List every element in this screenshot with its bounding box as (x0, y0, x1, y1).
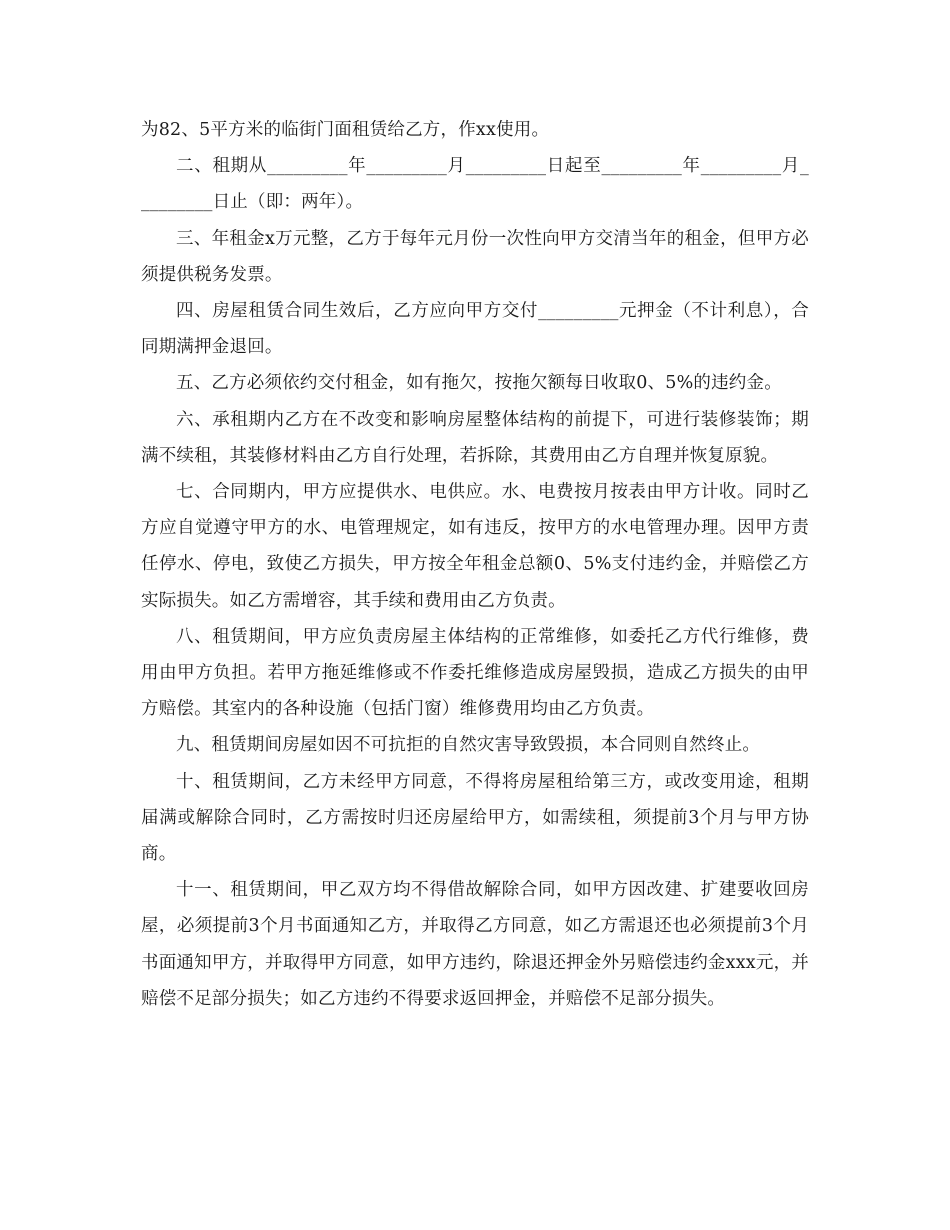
clause-6-renovation: 六、承租期内乙方在不改变和影响房屋整体结构的前提下，可进行装修装饰；期满不续租，其装修材料由乙方自行处理，若拆除，其费用由乙方自理并恢复原貌。 (141, 409, 809, 466)
clause-7-utilities: 七、合同期内，甲方应提供水、电供应。水、电费按月按表由甲方计收。同时乙方应自觉遵守甲方的水、电管理规定，如有违反，按甲方的水电管理办理。因甲方责任停水、停电，致使乙方损失，甲方按全年租金总额0、5%支付违约金，并赔偿乙方实际损失。如乙方需增容，其手续和费用由乙方负责。 (141, 482, 809, 611)
paragraph-continuation: 为82、5平方米的临街门面租赁给乙方，作xx使用。 (141, 120, 550, 140)
clause-3-annual-rent: 三、年租金x万元整，乙方于每年元月份一次性向甲方交清当年的租金，但甲方必须提供税务发票。 (141, 228, 809, 285)
clause-11-termination: 十一、租赁期间，甲乙双方均不得借故解除合同，如甲方因改建、扩建要收回房屋，必须提前3个月书面通知乙方，并取得乙方同意，如乙方需退还也必须提前3个月书面通知甲方，并取得甲方同意，如甲方违约，除退还押金外另赔偿违约金xxx元，并赔偿不足部分损失；如乙方违约不得要求返回押金，并赔偿不足部分损失。 (141, 880, 809, 1009)
contract-body (141, 112, 809, 1017)
clause-9-force-majeure: 九、租赁期间房屋如因不可抗拒的自然灾害导致毁损，本合同则自然终止。 (176, 735, 761, 756)
clause-8-maintenance: 八、租赁期间，甲方应负责房屋主体结构的正常维修，如委托乙方代行维修，费用由甲方负担。若甲方拖延维修或不作委托维修造成房屋毁损，造成乙方损失的由甲方赔偿。其室内的各种设施（包括门窗）维修费用均由乙方负责。 (141, 626, 809, 720)
clause-10-sublease: 十、租赁期间，乙方未经甲方同意，不得将房屋租给第三方，或改变用途，租期届满或解除合同时，乙方需按时归还房屋给甲方，如需续租，须提前3个月与甲方协商。 (141, 771, 809, 865)
clause-5-late-payment: 五、乙方必须依约交付租金，如有拖欠，按拖欠额每日收取0、5%的违约金。 (176, 373, 782, 394)
clause-4-deposit: 四、房屋租赁合同生效后，乙方应向甲方交付_________元押金（不计利息），合同期满押金退回。 (141, 301, 809, 358)
clause-2-lease-term: 二、租期从_________年_________月_________日起至_________年_________月_________日止（即：两年）。 (141, 156, 809, 213)
